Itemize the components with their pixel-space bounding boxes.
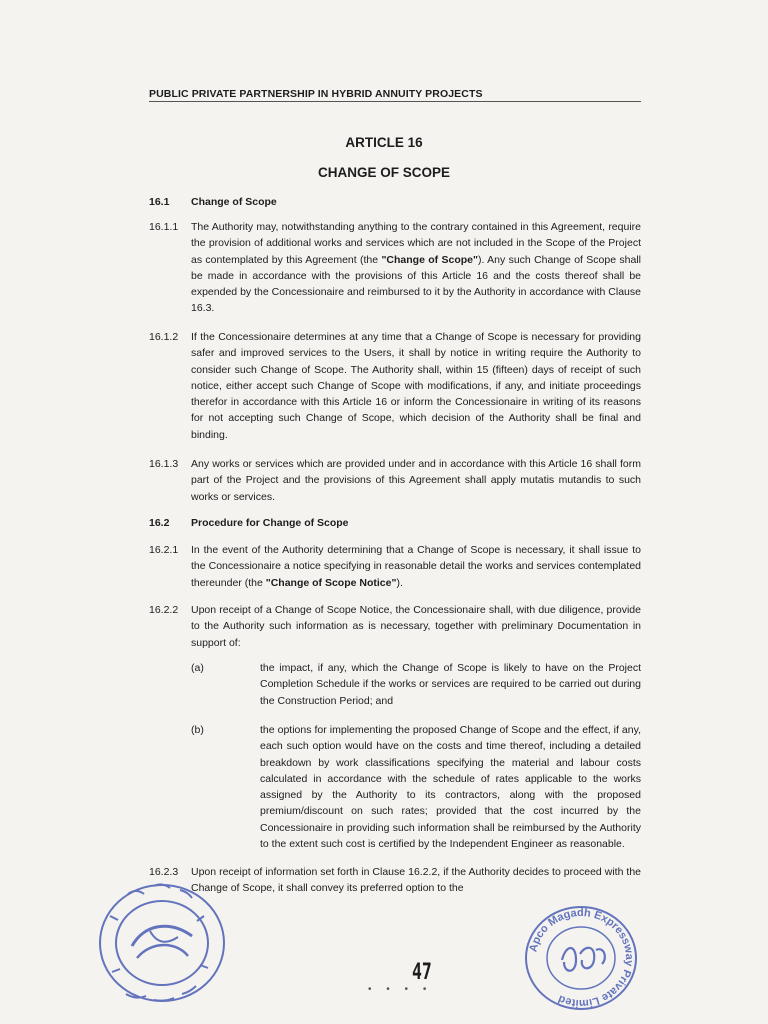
section-number: 16.1 xyxy=(149,196,170,208)
section-title: Procedure for Change of Scope xyxy=(191,517,349,529)
clause-text-part: The Authority may, notwithstanding anything to the contrary contained in this Agreement, require the provision of additional works and services which are not included in the Scope of the Project as contemplated by this Agreement (the xyxy=(191,221,641,266)
sub-item-label: (a) xyxy=(191,662,204,674)
section-number: 16.2 xyxy=(149,517,170,529)
article-number: ARTICLE 16 xyxy=(345,135,423,150)
sub-item-label: (b) xyxy=(191,724,204,736)
clause-text-part: ). xyxy=(396,576,403,589)
clause-text-part: ). Any such Change of Scope shall be made in accordance with the provisions of this Article 16 and the costs thereof shall be expended by the Concessionaire and reimbursed to it by the Authority in accordance with Clause 16.3. xyxy=(191,253,641,315)
clause-text-part: In the event of the Authority determining that a Change of Scope is necessary, it shall issue to the Concessionaire a notice specifying in reasonable detail the works and services contemplated thereunder (the xyxy=(191,544,641,589)
page-number: 47 xyxy=(412,960,432,985)
article-title: CHANGE OF SCOPE xyxy=(317,165,450,180)
clause-text: Upon receipt of information set forth in Clause 16.2.2, if the Authority decides to proceed with the Change of Scope, it shall convey its preferred option to the xyxy=(191,866,641,895)
authority-seal-stamp xyxy=(92,876,232,1011)
clause-text: Any works or services which are provided under and in accordance with this Article 16 shall form part of the Project and the provisions of this Agreement shall apply mutatis mutandis to such works or services. xyxy=(191,458,641,503)
clause-text: If the Concessionaire determines at any time that a Change of Scope is necessary for providing safer and improved services to the Users, it shall by notice in writing require the Authority to consider such Change of Scope. The Authority shall, within 15 (fifteen) days of receipt of such notice, either accept such Change of Scope with modifications, if any, and initiate proceedings therefor in accordance with this Article 16 or inform the Concessionaire in writing of its reasons for not accepting such Change of Scope, which decision of the Authority shall be final and binding. xyxy=(191,331,641,441)
sub-item-text: the impact, if any, which the Change of Scope is likely to have on the Project Completion Schedule if the works or services are required to be carried out during the Construction Period; and xyxy=(260,662,641,707)
stamp-ring-textpath: Apco Magadh Expressway Private Limited xyxy=(527,906,636,1010)
clause-number: 16.1.1 xyxy=(149,221,179,233)
clause-text xyxy=(191,542,641,591)
section-title: Change of Scope xyxy=(191,196,277,208)
company-seal-stamp xyxy=(522,904,640,1012)
clause-number: 16.1.3 xyxy=(149,458,179,470)
clause-number: 16.2.3 xyxy=(149,866,179,878)
page-dots: • • • • xyxy=(368,984,433,995)
sub-item-text: the options for implementing the proposed Change of Scope and the effect, if any, each such option would have on the costs and time thereof, including a detailed breakdown by work classifications specifying the material and labour costs calculated in accordance with the schedule of rates applicable to the works assigned by the Authority to its contractors, along with the proposed premium/discount on such rates; provided that the cost incurred by the Concessionaire in providing such information shall be reimbursed by the Authority to the extent such cost is certified by the Independent Engineer as reasonable. xyxy=(260,724,641,851)
clause-number: 16.1.2 xyxy=(149,331,179,343)
stamp-ring-text xyxy=(527,907,635,1009)
clause-number: 16.2.1 xyxy=(149,544,179,556)
defined-term: "Change of Scope" xyxy=(381,253,478,266)
header-rule xyxy=(149,101,641,102)
clause-text xyxy=(191,219,641,317)
clause-number: 16.2.2 xyxy=(149,604,179,616)
clause-text: Upon receipt of a Change of Scope Notice, the Concessionaire shall, with due diligence, provide to the Authority such information as is necessary, together with preliminary Documentation in support of: xyxy=(191,604,641,649)
running-header: PUBLIC PRIVATE PARTNERSHIP IN HYBRID ANNUITY PROJECTS xyxy=(149,88,483,100)
defined-term: "Change of Scope Notice" xyxy=(265,576,397,589)
